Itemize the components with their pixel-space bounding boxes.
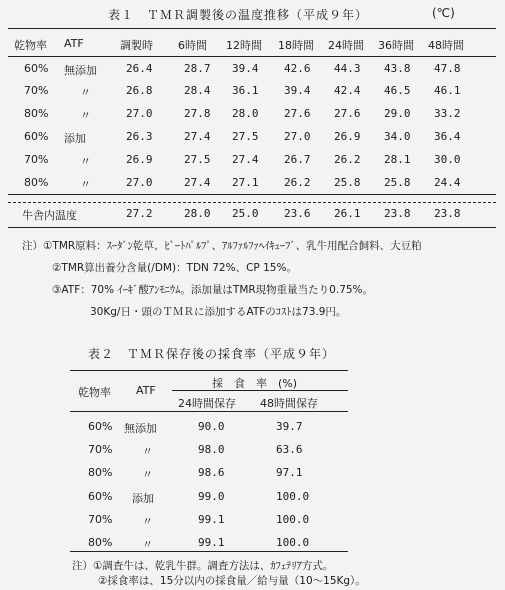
table2-cell: 〃 — [142, 468, 153, 481]
table2-cell: 100.0 — [276, 490, 310, 503]
table1-header-cell: 6時間 — [178, 39, 207, 52]
table1-cell: 42.4 — [334, 84, 361, 97]
table2-header-24h: 24時間保存 — [178, 397, 236, 410]
table1-cell: 27.1 — [232, 176, 259, 189]
table1-cell: 27.4 — [232, 153, 259, 166]
table2-cell: 添加 — [132, 492, 154, 505]
table1-cell: 36.4 — [434, 130, 461, 143]
table1-note-3: ③ATF：70% ｲｰｷﾞ酸ｱﾝﾓﾆｳﾑ。添加量はTMR現物重量当たり0.75%。 — [52, 284, 374, 296]
table1-cell: 27.8 — [184, 107, 211, 120]
table2-cell: 100.0 — [276, 536, 310, 549]
table1-cell: 25.8 — [384, 176, 411, 189]
table1-title: 表１ ＴＭＲ調製後の温度推移（平成９年） — [108, 8, 369, 22]
barn-temperature-label: 牛舎内温度 — [22, 209, 77, 222]
table1-cell: 26.2 — [284, 176, 311, 189]
table1-cell: 27.0 — [126, 176, 153, 189]
table1-header-cell: 18時間 — [278, 39, 314, 52]
table1-cell: 43.8 — [384, 62, 411, 75]
table1-cell: 36.1 — [232, 84, 259, 97]
table1-top-rule — [8, 28, 496, 29]
table2-cell: 98.0 — [198, 443, 225, 456]
table1-cell: 44.3 — [334, 62, 361, 75]
table1-cell: 29.0 — [384, 107, 411, 120]
table2-cell: 80% — [88, 466, 113, 479]
table2-bottom-rule — [70, 551, 348, 552]
table1-bottom-rule — [8, 227, 496, 228]
table1-header-cell: 乾物率 — [14, 39, 47, 52]
table2-cell: 60% — [88, 490, 113, 503]
table1-cell: 80% — [24, 176, 49, 189]
table1-header-rule — [8, 56, 496, 57]
table1-cell: 27.6 — [334, 107, 361, 120]
table1-cell: 27.0 — [126, 107, 153, 120]
table1-cell: 26.9 — [126, 153, 153, 166]
table2-cell: 39.7 — [276, 420, 303, 433]
table1-cell: 24.4 — [434, 176, 461, 189]
table1-cell: 28.1 — [384, 153, 411, 166]
table1-cell: 34.0 — [384, 130, 411, 143]
table2-cell: 70% — [88, 513, 113, 526]
table1-cell: 33.2 — [434, 107, 461, 120]
table2-header-drymatter: 乾物率 — [78, 386, 111, 399]
table2-cell: 〃 — [142, 538, 153, 551]
table1-header-cell: ATF — [64, 37, 84, 50]
table1-cell: 39.4 — [232, 62, 259, 75]
table2-header-intake-rate: 採 食 率 (%) — [212, 377, 298, 390]
table1-cell: 27.0 — [284, 130, 311, 143]
barn-temperature-value: 28.0 — [184, 207, 211, 220]
table1-note-2: ②TMR算出養分含量(/DM)：TDN 72%、CP 15%。 — [52, 262, 297, 274]
barn-temperature-value: 26.1 — [334, 207, 361, 220]
table2-cell: 100.0 — [276, 513, 310, 526]
table1-body-rule — [8, 194, 496, 195]
table1-cell: 39.4 — [284, 84, 311, 97]
table1-cell: 60% — [24, 62, 49, 75]
table1-cell: 25.8 — [334, 176, 361, 189]
table1-cell: 28.7 — [184, 62, 211, 75]
table2-top-rule — [70, 370, 348, 371]
table1-header-cell: 24時間 — [328, 39, 364, 52]
table1-cell: 70% — [24, 84, 49, 97]
table1-cell: 26.7 — [284, 153, 311, 166]
barn-temperature-value: 23.8 — [384, 207, 411, 220]
table1-cell: 46.1 — [434, 84, 461, 97]
table2-cell: 90.0 — [198, 420, 225, 433]
table2-cell: 99.0 — [198, 490, 225, 503]
table1-cell: 〃 — [80, 155, 91, 168]
table2-header-48h: 48時間保存 — [260, 397, 318, 410]
barn-temperature-value: 27.2 — [126, 207, 153, 220]
table1-unit: (℃) — [432, 6, 455, 20]
table1-header-cell: 調製時 — [120, 39, 153, 52]
table1-note-1: 注）①TMR原料：ｽｰﾀﾞﾝ乾草、ﾋﾞｰﾄﾊﾟﾙﾌﾟ、ｱﾙﾌｧﾙﾌｧﾍｲｷｭｰﾌﾞ、乳牛用配合飼料、大豆粕 — [22, 240, 422, 252]
table1-cell: 27.5 — [232, 130, 259, 143]
table1-cell: 70% — [24, 153, 49, 166]
table2-note-1: 注）①調査牛は、乾乳牛群。調査方法は、ｶﾌｪﾃﾘｱ方式。 — [72, 560, 334, 572]
table2-header-rule — [70, 411, 348, 412]
table1-cell: 〃 — [80, 178, 91, 191]
table1-header-cell: 36時間 — [378, 39, 414, 52]
table1-cell: 46.5 — [384, 84, 411, 97]
table2-cell: 98.6 — [198, 466, 225, 479]
table1-cell: 〃 — [80, 109, 91, 122]
table1-cell: 無添加 — [64, 64, 97, 77]
table2-cell: 〃 — [142, 515, 153, 528]
table2-cell: 無添加 — [124, 422, 157, 435]
table1-cell: 27.6 — [284, 107, 311, 120]
barn-temperature-value: 23.6 — [284, 207, 311, 220]
table1-cell: 26.8 — [126, 84, 153, 97]
table2-title: 表２ ＴＭＲ保存後の採食率（平成９年） — [88, 347, 336, 361]
barn-temperature-value: 23.8 — [434, 207, 461, 220]
table1-cell: 26.4 — [126, 62, 153, 75]
table1-cell: 26.3 — [126, 130, 153, 143]
table2-cell: 63.6 — [276, 443, 303, 456]
table1-cell: 26.9 — [334, 130, 361, 143]
table1-cell: 27.5 — [184, 153, 211, 166]
table2-cell: 〃 — [142, 445, 153, 458]
table2-cell: 97.1 — [276, 466, 303, 479]
table2-note-2: ②採食率は、15分以内の採食量／給与量（10〜15Kg）。 — [98, 575, 366, 587]
table1-header-cell: 12時間 — [226, 39, 262, 52]
table2-cell: 60% — [88, 420, 113, 433]
table1-cell: 〃 — [80, 86, 91, 99]
barn-temperature-value: 25.0 — [232, 207, 259, 220]
table1-cell: 27.4 — [184, 130, 211, 143]
table1-cell: 47.8 — [434, 62, 461, 75]
table1-cell: 28.4 — [184, 84, 211, 97]
table2-header-atf: ATF — [136, 384, 156, 397]
table1-cell: 26.2 — [334, 153, 361, 166]
table2-cell: 99.1 — [198, 513, 225, 526]
table2-cell: 99.1 — [198, 536, 225, 549]
table1-cell: 27.4 — [184, 176, 211, 189]
table1-note-4: 30Kg/日・頭のＴＭＲに添加するATFのｺｽﾄは73.9円。 — [90, 306, 347, 318]
table1-cell: 30.0 — [434, 153, 461, 166]
table1-header-cell: 48時間 — [428, 39, 464, 52]
table1-cell: 42.6 — [284, 62, 311, 75]
table2-cell: 80% — [88, 536, 113, 549]
table1-cell: 28.0 — [232, 107, 259, 120]
table1-cell: 80% — [24, 107, 49, 120]
table1-dashed-rule — [8, 202, 496, 203]
table1-cell: 添加 — [64, 132, 86, 145]
table1-cell: 60% — [24, 130, 49, 143]
table2-subheader-rule — [172, 390, 348, 391]
table2-cell: 70% — [88, 443, 113, 456]
